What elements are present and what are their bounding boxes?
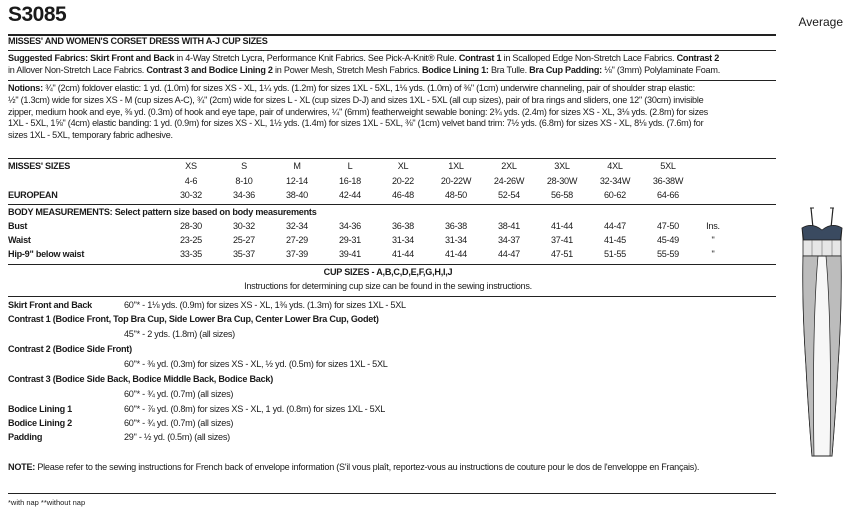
waist-row: Waist 23-25 25-27 27-29 29-31 31-34 31-34 34-37 37-41 41-45 45-49 ": [8, 235, 715, 245]
footnote: *with nap **without nap: [8, 498, 86, 507]
body-measurements-heading: BODY MEASUREMENTS: Select pattern size based on body measurements: [8, 207, 317, 217]
notions: Notions: ¾" (2cm) foldover elastic: 1 yd. (1.0m) for sizes XS - XL, 1¼ yds. (1.2m) for sizes 1XL - 5XL, 1⅛ yds. (1.0m) of ⅜" (1cm) underwire channeling, pair of shoulder strap elastic: ½" (1.3cm) wide for sizes XS - M (cup sizes A-C), ¾" (2cm) wide for sizes L - XL (cup sizes D-J) and sizes 1XL - 5XL (all cup sizes), pair of bra rings and sliders, one 12" (30cm) invisible zipper, medium hook and eye, ⅜ yd. (0.3m) of hook and eye tape, pair of underwires, ¼" (6mm) featherweight sewable boning: 2¾ yds. (2.4m) for sizes XS - XL, 3⅛ yds. (2.8m) for sizes 1XL - 5XL, 1⅝" (4cm) elastic banding: 1 yd. (0.9m) for sizes XS - XL, 1½ yds. (1.4m) for sizes 1XL - 5XL, ⅜" (1cm) velvet band trim: 7½ yds. (6.8m) for sizes XS - XL, 8⅛ yds. (7.6m) for sizes 1XL - 5XL, temporary fabric adhesive.: [8, 83, 708, 141]
pattern-title: MISSES' AND WOMEN'S CORSET DRESS WITH A-J CUP SIZES: [8, 36, 268, 46]
hip-row: Hip-9" below waist 33-35 35-37 37-39 39-41 41-44 41-44 44-47 47-51 51-55 55-59 ": [8, 249, 715, 259]
divider: [8, 296, 776, 297]
divider: [8, 50, 776, 51]
divider: [8, 80, 776, 81]
divider: [8, 493, 776, 494]
bust-row: Bust 28-30 30-32 32-34 34-36 36-38 36-38 38-41 41-44 44-47 47-50 Ins.: [8, 221, 720, 231]
suggested-fabrics: Suggested Fabrics: Skirt Front and Back in 4-Way Stretch Lycra, Performance Knit Fabrics. See Pick-A-Knit® Rule. Contrast 1 in Scalloped Edge Non-Stretch Lace Fabrics. Contrast 2 in Allover Non-Stretch Lace Fabrics. Contrast 3 and Bodice Lining 2 in Power Mesh, Stretch Mesh Fabrics. Bodice Lining 1: Bra Tulle. Bra Cup Padding: ⅛" (3mm) Polylaminate Foam.: [8, 53, 720, 75]
european-sizes-row: EUROPEAN 30-32 34-36 38-40 42-44 46-48 48-50 52-54 56-58 60-62 64-66: [8, 190, 679, 200]
divider: [8, 158, 776, 159]
note: NOTE: Please refer to the sewing instructions for French back of envelope information (S'il vous plaît, reportez-vous au instructions de couture pour le dos de l'enveloppe en Français).: [8, 462, 700, 472]
size-header-row: MISSES' SIZES XS S M L XL 1XL 2XL 3XL 4XL 5XL: [8, 161, 676, 171]
dress-sketch-icon: [792, 206, 852, 466]
misses-sizes-row: 4-6 8-10 12-14 16-18 20-22 20-22W 24-26W 28-30W 32-34W 36-38W: [184, 176, 684, 186]
size-type: Average: [798, 15, 843, 29]
pattern-number: S3085: [8, 3, 67, 26]
cup-sizes-heading: CUP SIZES - A,B,C,D,E,F,G,H,I,J: [323, 267, 453, 277]
divider: [8, 204, 776, 205]
cup-sizes-note: Instructions for determining cup size can be found in the sewing instructions.: [244, 281, 532, 291]
divider: [8, 264, 776, 265]
